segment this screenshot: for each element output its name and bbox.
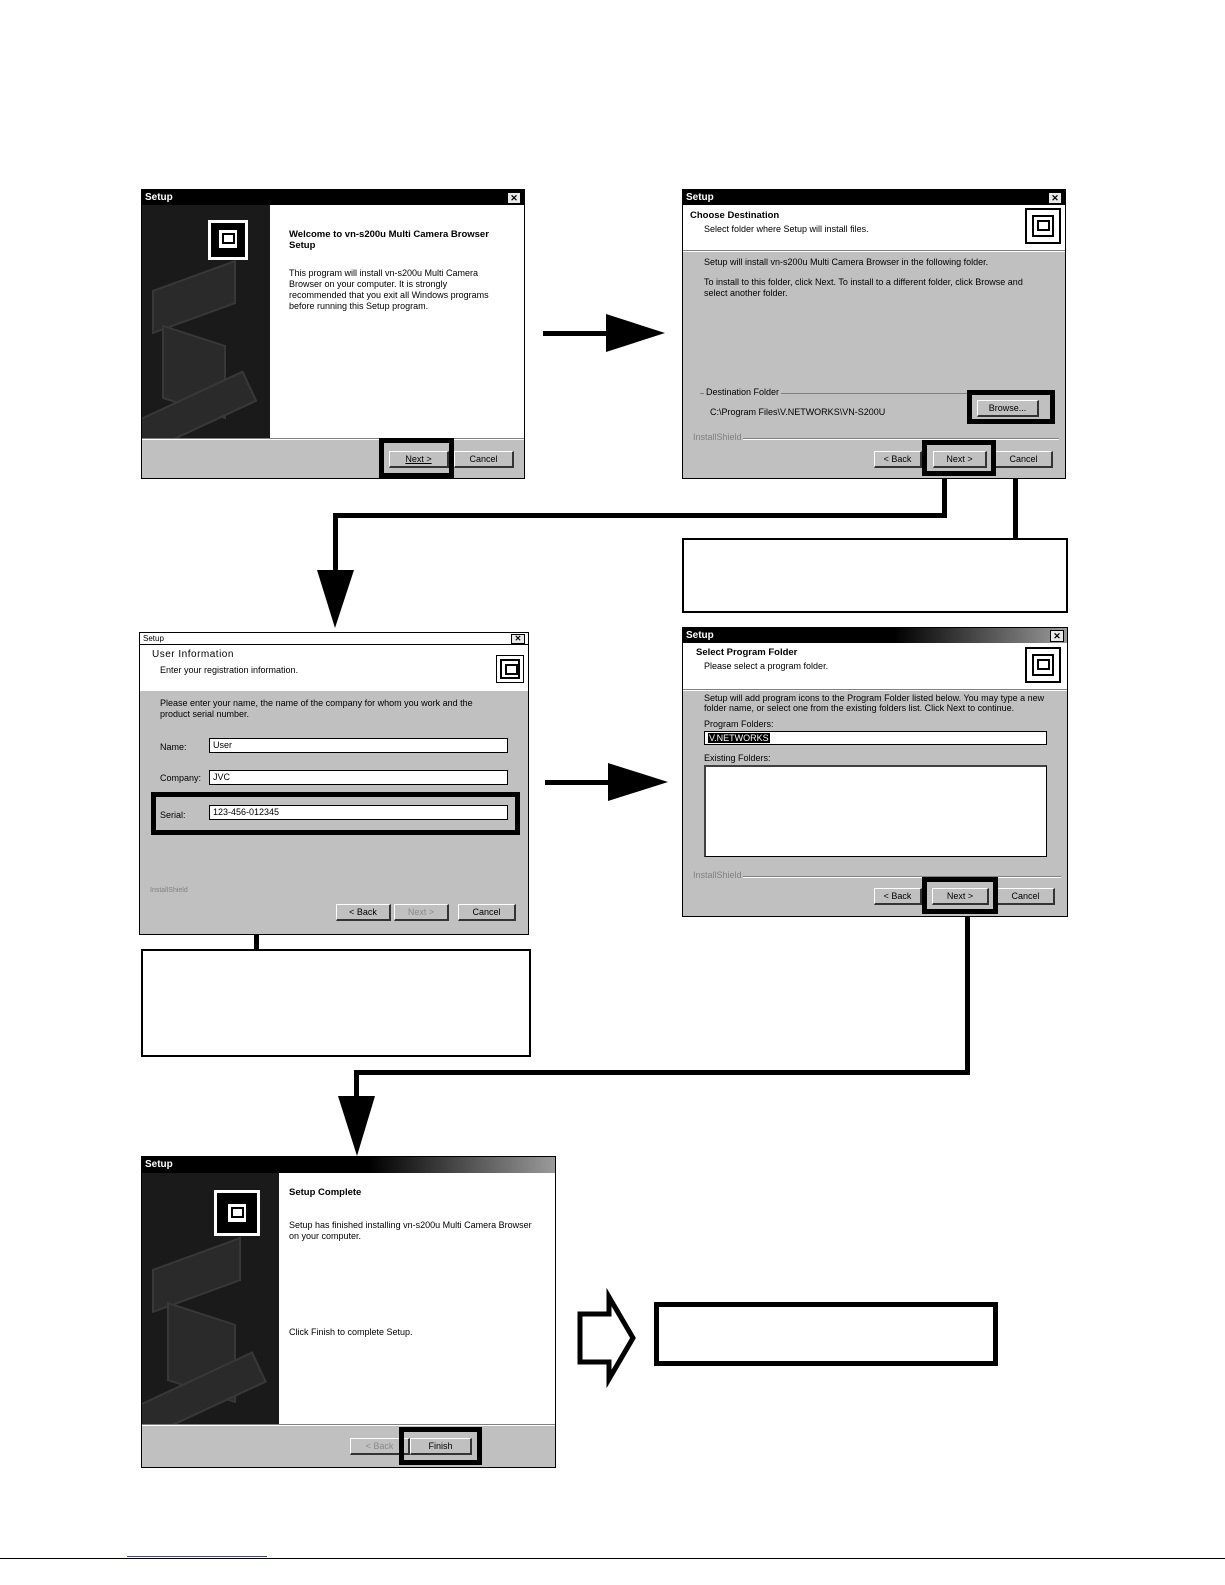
complete-content-panel (279, 1173, 555, 1424)
company-label: Company: (160, 773, 202, 783)
browse-callout-box (682, 538, 1068, 613)
installshield-separator (743, 438, 1059, 440)
select-program-folder-dialog (682, 627, 1068, 917)
name-label: Name: (160, 742, 187, 752)
welcome-body: This program will install vn-s200u Multi Camera Browser on your computer. It is strongly recommended that you exit all Windows programs before running this Setup program. (289, 268, 489, 311)
serial-field-highlight (151, 792, 520, 835)
arrow-dialog3-to-dialog4 (545, 763, 668, 801)
back-button[interactable]: < Back (874, 451, 922, 468)
cancel-button[interactable]: Cancel (454, 451, 514, 468)
dialog-header-panel (683, 643, 1067, 689)
back-button[interactable]: < Back (336, 904, 391, 921)
setup-sidebar-image (142, 205, 270, 438)
next-button[interactable]: Next > (932, 888, 989, 905)
dialog-titlebar: Setup ✕ (140, 633, 528, 645)
welcome-content-panel (270, 205, 524, 438)
close-button[interactable]: ✕ (511, 634, 525, 644)
welcome-dialog (141, 189, 525, 479)
dialog-titlebar: Setup ✕ (142, 190, 524, 205)
setup-computer-icon (496, 655, 524, 683)
browse-button[interactable]: Browse... (977, 400, 1039, 417)
dialog-titlebar: Setup (142, 1157, 555, 1173)
header-subtitle: Select folder where Setup will install files. (704, 224, 869, 234)
arrow-dialog1-to-dialog2 (543, 314, 665, 352)
back-button[interactable]: < Back (874, 888, 922, 905)
existing-folders-list[interactable] (704, 765, 1047, 857)
browse-button-highlight (967, 390, 1055, 424)
next-button[interactable]: Next > (933, 451, 987, 468)
next-button-highlight (922, 440, 996, 476)
installshield-label: InstallShield (150, 887, 188, 894)
next-button-highlight (379, 438, 454, 478)
header-subtitle: Enter your registration information. (160, 665, 299, 675)
destination-folder-label: Destination Folder (706, 387, 780, 397)
existing-folders-label: Existing Folders: (704, 753, 771, 763)
serial-callout-box (141, 949, 531, 1057)
setup-computer-icon (1025, 647, 1061, 683)
header-separator (683, 689, 1067, 691)
finish-button-highlight (399, 1427, 482, 1465)
next-button[interactable]: Next > (389, 451, 449, 468)
close-button[interactable]: ✕ (1048, 192, 1062, 204)
installshield-label: InstallShield (693, 432, 742, 442)
destination-body-2: To install to this folder, click Next. To install to a different folder, click Browse and select another folder. (704, 277, 1023, 298)
header-title: Choose Destination (690, 210, 780, 221)
user-info-body: Please enter your name, the name of the company for whom you work and the product serial number. (160, 698, 473, 719)
page-link-underline (127, 1556, 267, 1557)
program-folder-body: Setup will add program icons to the Program Folder listed below. You may type a new folder name, or select one from the existing folders list. Click Next to continue. (704, 693, 1045, 713)
button-separator (142, 438, 524, 440)
cancel-button[interactable]: Cancel (458, 904, 516, 921)
header-title: User Information (152, 649, 234, 660)
header-subtitle: Please select a program folder. (704, 661, 829, 671)
setup-computer-icon (1025, 208, 1061, 244)
complete-callout-box (654, 1302, 998, 1366)
destination-body-1: Setup will install vn-s200u Multi Camera Browser in the following folder. (704, 257, 989, 267)
company-field[interactable]: JVC (209, 770, 508, 785)
page-bottom-rule (0, 1558, 1225, 1559)
serial-label: Serial: (160, 810, 186, 820)
complete-heading: Setup Complete (289, 1187, 362, 1198)
serial-field[interactable]: 123-456-012345 (209, 805, 508, 820)
dialog-titlebar: Setup ✕ (683, 190, 1065, 205)
cancel-button[interactable]: Cancel (997, 888, 1055, 905)
program-folder-value: V.NETWORKS (709, 733, 769, 743)
dialog-header-panel (683, 205, 1065, 250)
complete-body-1: Setup has finished installing vn-s200u Multi Camera Browser on your computer. (289, 1220, 532, 1241)
program-folder-input[interactable] (704, 731, 1047, 745)
choose-destination-dialog (682, 189, 1066, 479)
installshield-separator (743, 876, 1061, 878)
setup-complete-dialog (141, 1156, 556, 1468)
destination-path: C:\Program Files\V.NETWORKS\VN-S200U (710, 407, 886, 417)
dialog-titlebar: Setup ✕ (683, 628, 1067, 643)
complete-body-2: Click Finish to complete Setup. (289, 1327, 413, 1337)
button-separator (142, 1424, 555, 1426)
finish-button[interactable]: Finish (410, 1438, 472, 1455)
header-title: Select Program Folder (696, 647, 798, 658)
back-button[interactable]: < Back (350, 1438, 410, 1455)
name-field[interactable]: User (209, 738, 508, 753)
setup-computer-icon (214, 1190, 260, 1236)
setup-computer-icon (208, 220, 248, 260)
next-button-highlight (922, 877, 998, 914)
program-folders-label: Program Folders: (704, 719, 774, 729)
welcome-heading: Welcome to vn-s200u Multi Camera Browser Setup (289, 229, 489, 251)
user-information-dialog (139, 632, 529, 935)
close-button[interactable]: ✕ (1050, 630, 1064, 642)
outline-arrow-icon (580, 1297, 633, 1379)
close-button[interactable]: ✕ (507, 192, 521, 204)
installshield-label: InstallShield (693, 870, 742, 880)
cancel-button[interactable]: Cancel (995, 451, 1053, 468)
header-separator (683, 250, 1065, 252)
next-button[interactable]: Next > (394, 904, 449, 921)
dialog-header-panel (140, 645, 528, 691)
